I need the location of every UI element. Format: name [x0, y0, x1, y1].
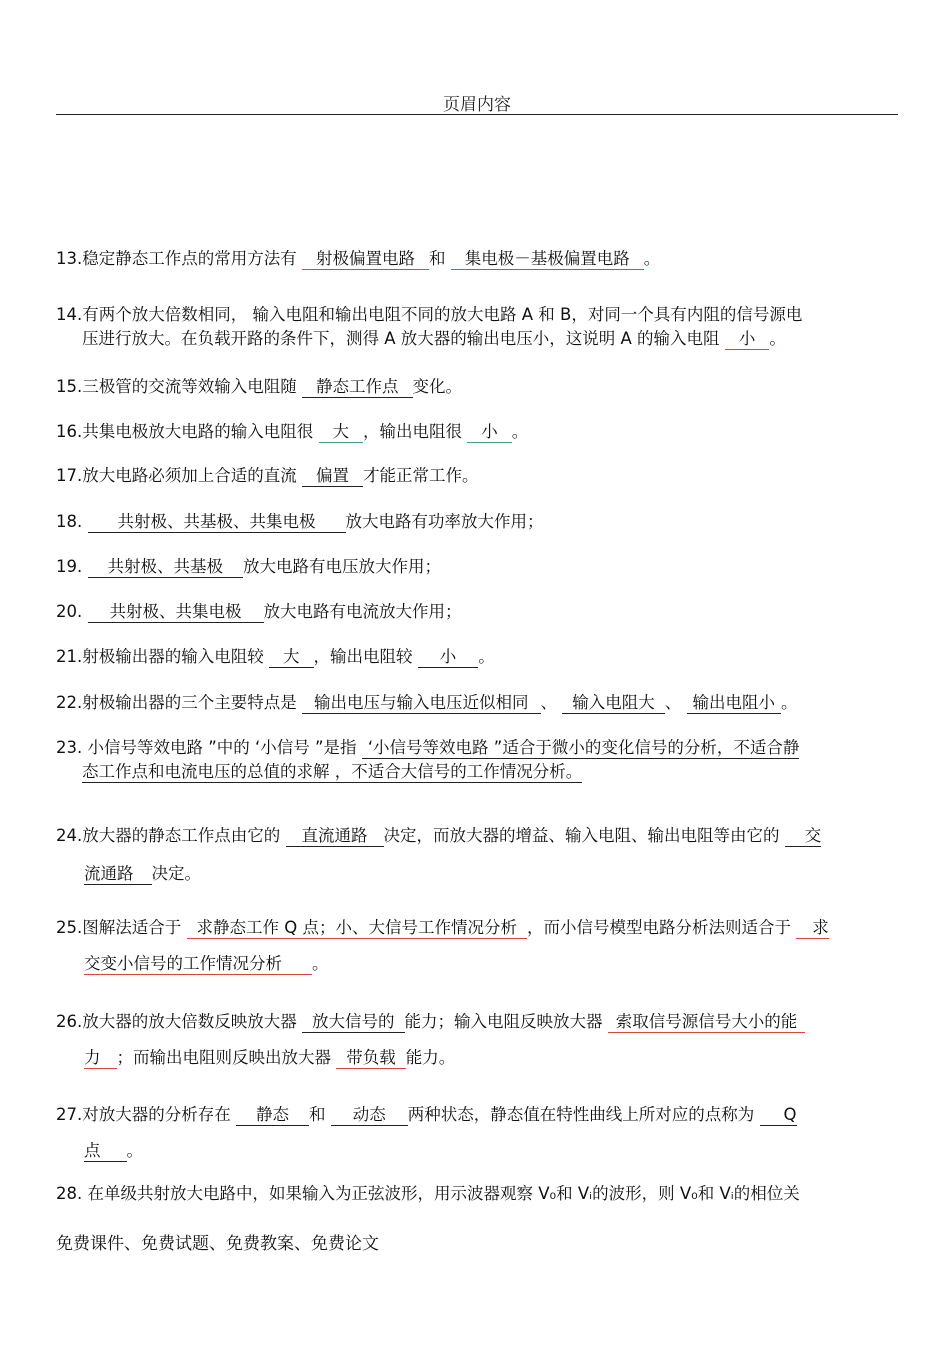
q17-answer-1: 偏置 — [302, 466, 363, 487]
q13-text: 13.稳定静态工作点的常用方法有 — [56, 249, 297, 268]
footer-text: 免费课件、免费试题、免费教案、免费论文 — [56, 1234, 379, 1254]
q23-line-2-wrap — [56, 760, 898, 784]
q19-answer-1: 共射极、共基极 — [88, 557, 244, 578]
q27-text: 27.对放大器的分析存在 — [56, 1105, 231, 1124]
q21-suffix: 。 — [478, 647, 495, 666]
q14-line-1: 14.有两个放大倍数相同， 输入电阻和输出电阻不同的放大电路 A 和 B，对同一个具有内阻的信号源电 — [56, 305, 803, 324]
q27-answer-3: Q — [760, 1105, 797, 1126]
question-20 — [56, 600, 898, 624]
q16-mid: ，输出电阻很 — [363, 422, 462, 441]
question-21 — [56, 645, 898, 669]
q25-line-2-wrap — [56, 946, 898, 982]
question-19 — [56, 555, 898, 579]
q26-mid-2: ；而输出电阻则反映出放大器 — [116, 1048, 331, 1067]
question-24 — [56, 817, 898, 893]
q27-mid-1: 和 — [309, 1105, 326, 1124]
question-14 — [56, 303, 898, 351]
q27-mid-2: 两种状态，静态值在特性曲线上所对应的点称为 — [407, 1105, 755, 1124]
q27-answer-1: 静态 — [236, 1105, 309, 1126]
q13-answer-1: 射极偏置电路 — [302, 249, 429, 270]
q14-answer-1: 小 — [725, 329, 770, 350]
q19-suffix: 放大电路有电压放大作用； — [243, 557, 441, 576]
q24-answer-1: 直流通路 — [286, 826, 384, 847]
q26-line-2-wrap — [56, 1040, 898, 1076]
q27-suffix: 。 — [126, 1141, 143, 1160]
header-divider — [56, 114, 898, 115]
q22-sep-1: 、 — [540, 693, 557, 712]
q14-line-2-wrap — [56, 327, 898, 351]
q15-suffix: 变化。 — [412, 377, 462, 396]
q26-suffix: 能力。 — [405, 1048, 456, 1067]
question-13 — [56, 247, 898, 271]
q26-text: 26.放大器的放大倍数反映放大器 — [56, 1012, 297, 1031]
q21-text: 21.射极输出器的输入电阻较 — [56, 647, 264, 666]
q16-suffix: 。 — [511, 422, 529, 441]
q25-answer-2: 求 — [796, 918, 829, 939]
q15-answer-1: 静态工作点 — [302, 377, 413, 398]
question-23 — [56, 736, 898, 784]
q17-text: 17.放大电路必须加上合适的直流 — [56, 466, 297, 485]
q13-suffix: 。 — [643, 249, 661, 268]
q26-answer-3: 带负载 — [336, 1048, 406, 1069]
q20-text: 20. — [56, 602, 83, 621]
q26-answer-2: 索取信号源信号大小的能 — [608, 1012, 806, 1033]
q16-answer-1: 大 — [319, 422, 364, 443]
q21-answer-2: 小 — [418, 647, 479, 668]
q14-line-2: 压进行放大。在负载开路的条件下，测得 A 放大器的输出电压小，这说明 A 的输入电阻 — [82, 329, 720, 348]
q17-suffix: 才能正常工作。 — [363, 466, 479, 485]
question-28 — [56, 1182, 898, 1206]
q24-text: 24.放大器的静态工作点由它的 — [56, 826, 281, 845]
q27-answer-3-continued: 点 — [84, 1141, 127, 1162]
q22-suffix: 。 — [781, 693, 798, 712]
question-22 — [56, 691, 898, 715]
q20-suffix: 放大电路有电流放大作用； — [263, 602, 462, 621]
q18-answer-1: 共射极、共基极、共集电极 — [88, 512, 346, 533]
q16-answer-2: 小 — [467, 422, 512, 443]
q27-line-2-wrap — [56, 1133, 898, 1169]
q22-answer-1: 输出电压与输入电压近似相同 — [302, 693, 541, 714]
header-title: 页眉内容 — [443, 95, 511, 115]
q22-answer-2: 输入电阻大 — [562, 693, 665, 714]
q28-line-1: 28. 在单级共射放大电路中，如果输入为正弦波形，用示波器观察 V₀和 Vᵢ的波形，则 V₀和 Vᵢ的相位关 — [56, 1184, 800, 1203]
q22-answer-3: 输出电阻小 — [687, 693, 782, 714]
q23-answer-1: ‘小信号等效电路 ”适合于微小的变化信号的分析，不适合静 — [362, 738, 800, 759]
q20-answer-1: 共射极、共集电极 — [88, 602, 264, 623]
q18-suffix: 放大电路有功率放大作用； — [345, 512, 544, 531]
q21-answer-1: 大 — [269, 647, 314, 668]
q26-mid-1: 能力；输入电阻反映放大器 — [404, 1012, 603, 1031]
q23-answer-1-continued: 态工作点和电流电压的总值的求解 ，不适合大信号的工作情况分析。 — [82, 762, 583, 781]
q16-text: 16.共集电极放大电路的输入电阻很 — [56, 422, 314, 441]
question-27 — [56, 1097, 898, 1169]
q22-sep-2: 、 — [664, 693, 682, 712]
q23-text: 23. 小信号等效电路 ”中的 ‘小信号 ”是指 — [56, 738, 357, 757]
q13-answer-2: 集电极－基极偏置电路 — [451, 249, 644, 270]
q25-answer-1: 求静态工作 Q 点；小、大信号工作情况分析 — [187, 918, 527, 939]
q24-mid: 决定，而放大器的增益、输入电阻、输出电阻等由它的 — [383, 826, 780, 845]
q22-text: 22.射极输出器的三个主要特点是 — [56, 693, 297, 712]
q24-answer-2-continued: 流通路 — [84, 864, 152, 885]
q25-text: 25.图解法适合于 — [56, 918, 182, 937]
q26-answer-1: 放大信号的 — [302, 1012, 405, 1033]
question-17 — [56, 464, 898, 488]
question-25 — [56, 910, 898, 982]
question-18 — [56, 510, 898, 534]
q25-answer-2-continued: 交变小信号的工作情况分析 — [84, 954, 312, 975]
q24-suffix: 决定。 — [151, 864, 201, 883]
q25-mid: ，而小信号模型电路分析法则适合于 — [526, 918, 791, 937]
q18-text: 18. — [56, 512, 83, 531]
q15-text: 15.三极管的交流等效输入电阻随 — [56, 377, 297, 396]
q27-answer-2: 动态 — [331, 1105, 408, 1126]
q21-mid: ，输出电阻较 — [313, 647, 413, 666]
question-16 — [56, 420, 898, 444]
q19-text: 19. — [56, 557, 83, 576]
q26-answer-2-continued: 力 — [84, 1048, 117, 1069]
q14-suffix: 。 — [769, 329, 786, 348]
question-15 — [56, 375, 898, 399]
q25-suffix: 。 — [312, 954, 329, 973]
q24-line-2-wrap — [56, 855, 898, 893]
question-26 — [56, 1004, 898, 1076]
q24-answer-2: 交 — [785, 826, 822, 847]
q13-mid: 和 — [429, 249, 446, 268]
